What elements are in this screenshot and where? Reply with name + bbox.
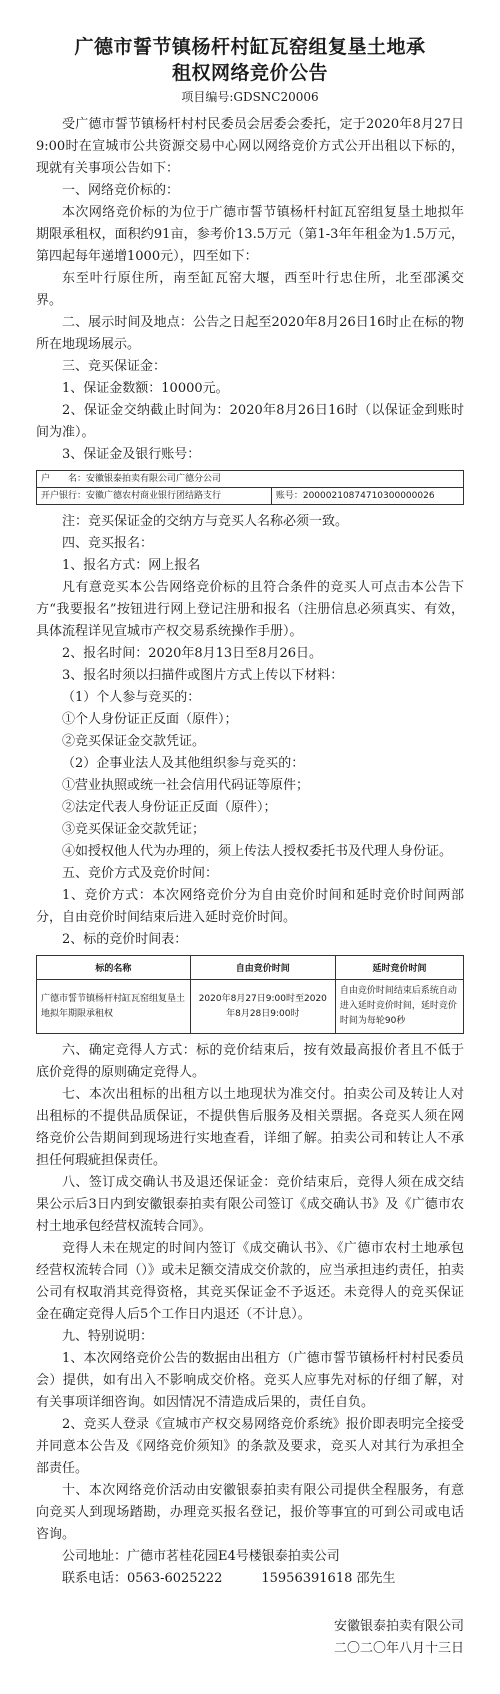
signature-date: 二〇二〇年八月十三日 xyxy=(333,1641,464,1656)
section-1-para-1: 本次网络竞价标的为位于广德市誓节镇杨杆村缸瓦窑组复垦土地拟年期限承租权，面积约91亩，参考价13.5万元（第1-3年年租金为1.5万元，第四起每年递增1000元），四至如下： xyxy=(36,205,464,264)
bid-row-name: 广德市誓节镇杨杆村缸瓦窑组复垦土地拟年期限承租权 xyxy=(37,980,191,1034)
account-name-cell xyxy=(37,471,464,488)
section-4-individual-1: ①个人身份证正反面（原件）； xyxy=(62,712,238,727)
section-7: 七、本次出租标的出租方以土地现状为准交付。拍卖公司及转让人对出租标的不提供品质保证，不提供售后服务及相关票据。各竞买人须在网络竞价公告期间到现场进行实地查看，详细了解。拍卖公司和转让人不承担任何瑕疵担保责任。 xyxy=(36,1087,464,1168)
section-8-para-1: 八、签订成交确认书及退还保证金：竞价结束后，竞得人须在成交结果公示后3日内到安徽银泰拍卖有限公司签订《成交确认书》及《广德市农村土地承包经营权流转合同》。 xyxy=(36,1175,464,1234)
title-line-2: 租权网络竞价公告 xyxy=(171,62,328,84)
section-4-company-title: （2）企事业法人及其他组织参与竞买的： xyxy=(62,756,305,771)
section-4-item-1: 1、报名方式：网上报名 xyxy=(62,558,201,573)
intro-paragraph: 受广德市誓节镇杨杆村村民委员会居委会委托，定于2020年8月27日9:00时在宣城市公共资源交易中心网以网络竞价方式公开出租以下标的，现就有关事项公告如下： xyxy=(36,117,464,176)
account-bank-cell xyxy=(37,488,272,505)
account-name-value: 安徽银泰拍卖有限公司广德分公司 xyxy=(86,474,222,484)
section-3-item-1: 1、保证金数额：10000元。 xyxy=(62,381,229,396)
bid-table-header-row xyxy=(37,956,464,980)
section-4-individual-title: （1）个人参与竞买的： xyxy=(62,690,201,705)
section-4-company-2: ②法定代表人身份证正反面（原件）； xyxy=(62,800,277,815)
section-6: 六、确定竞得人方式：标的竞价结束后，按有效最高报价者且不低于底价竞得的原则确定竞得人。 xyxy=(36,1043,464,1080)
section-1-title: 一、网络竞价标的： xyxy=(62,183,180,198)
section-4-item-1-desc: 凡有意竞买本公告网络竞价标的且符合条件的竞买人可点击本公告下方“我要报名”按钮进行网上登记注册和报名（注册信息必须真实、有效，具体流程详见宣城市产权交易系统操作手册）。 xyxy=(36,580,464,639)
table-row xyxy=(37,980,464,1034)
company-address: 公司地址：广德市茗桂花园E4号楼银泰拍卖公司 xyxy=(62,1549,340,1564)
section-8-para-2: 竞得人未在规定的时间内签订《成交确认书》、《广德市农村土地承包经营权流转合同（）》或未足额交清成交价款的，应当承担违约责任，拍卖公司有权取消其竞得资格，其竞买保证金不予返还。未竞得人的竞买保证金在确定竞得人后5个工作日内退还（不计息）。 xyxy=(36,1241,464,1322)
deposit-note: 注：竞买保证金的交纳方与竞买人名称必须一致。 xyxy=(62,514,349,529)
section-4-title: 四、竞买报名： xyxy=(62,536,154,551)
account-number-label: 账号： xyxy=(275,491,303,501)
signer-name: 安徽银泰拍卖有限公司 xyxy=(333,1619,464,1634)
account-name-row xyxy=(37,471,464,488)
account-bank-row xyxy=(37,488,464,505)
signature-block xyxy=(36,1616,464,1660)
section-4-company-3: ③竞买保证金交款凭证； xyxy=(62,822,206,837)
section-10: 十、本次网络竞价活动由安徽银泰拍卖有限公司提供全程服务，有意向竞买人到现场踏勘，办理竞买报名登记，报价等事宜的可到公司或电话咨询。 xyxy=(36,1483,464,1542)
account-bank-label: 开户银行： xyxy=(41,491,87,501)
section-9-title: 九、特别说明： xyxy=(62,1329,154,1344)
section-5-item-1: 1、竞价方式：本次网络竞价分为自由竞价时间和延时竞价时间两部分，自由竞价时间结束后进入延时竞价时间。 xyxy=(36,888,464,925)
section-9-item-1: 1、本次网络竞价公告的数据由出租方（广德市誓节镇杨杆村村民委员会）提供，如有出入不影响成交价格。竞买人应事先对标的仔细了解，对有关事项详细咨询。如因情况不清造成后果的，责任自负。 xyxy=(36,1351,464,1410)
bid-row-delay-time: 自由竞价时间结束后系统自动进入延时竞价时间，延时竞价时间为每轮90秒 xyxy=(335,980,463,1034)
bid-schedule-table xyxy=(36,955,464,1034)
bid-row-free-time: 2020年8月27日9:00时至2020年8月28日9:00时 xyxy=(190,980,335,1034)
section-2: 二、展示时间及地点：公告之日起至2020年8月26日16时止在标的物所在地现场展示。 xyxy=(36,315,464,352)
document-title xyxy=(36,34,464,86)
section-4-company-4: ④如授权他人代为办理的，须上传法人授权委托书及代理人身份证。 xyxy=(62,844,453,859)
section-1-para-2: 东至叶行原住所，南至缸瓦窑大堰，西至叶行忠住所，北至邵溪交界。 xyxy=(36,271,464,308)
bid-header-name: 标的名称 xyxy=(37,956,191,980)
section-9-item-2: 2、竞买人登录《宣城市产权交易网络竞价系统》报价即表明完全接受并同意本公告及《网络竞价须知》的条款及要求，竞买人对其行为承担全部责任。 xyxy=(36,1417,464,1476)
project-code: 项目编号:GDSNC20006 xyxy=(181,90,319,104)
account-bank-value: 安徽广德农村商业银行团结路支行 xyxy=(86,491,222,501)
bank-account-table xyxy=(36,470,464,505)
section-5-item-2: 2、标的竞价时间表： xyxy=(62,932,188,947)
bid-header-free-time: 自由竞价时间 xyxy=(190,956,335,980)
section-5-title: 五、竞价方式及竞价时间： xyxy=(62,866,219,881)
section-4-individual-2: ②竞买保证金交款凭证。 xyxy=(62,734,206,749)
title-line-1: 广德市誓节镇杨杆村缸瓦窑组复垦土地承 xyxy=(74,36,426,58)
contact-phone: 联系电话：0563-6025222 15956391618 邵先生 xyxy=(62,1571,396,1586)
account-number-value: 20000210874710300000026 xyxy=(302,491,435,501)
account-name-label: 户 名： xyxy=(41,474,87,484)
bid-header-delay-time: 延时竞价时间 xyxy=(335,956,463,980)
section-4-item-3: 3、报名时须以扫描件或图片方式上传以下材料： xyxy=(62,668,344,683)
section-4-item-2: 2、报名时间：2020年8月13日至8月26日。 xyxy=(62,646,322,661)
section-3-item-3: 3、保证金及银行账号： xyxy=(62,447,201,462)
account-number-cell xyxy=(271,488,463,505)
section-3-item-2: 2、保证金交纳截止时间为：2020年8月26日16时（以保证金到账时间为准）。 xyxy=(36,403,464,440)
section-4-company-1: ①营业执照或统一社会信用代码证等原件； xyxy=(62,778,310,793)
section-3-title: 三、竞买保证金： xyxy=(62,359,167,374)
